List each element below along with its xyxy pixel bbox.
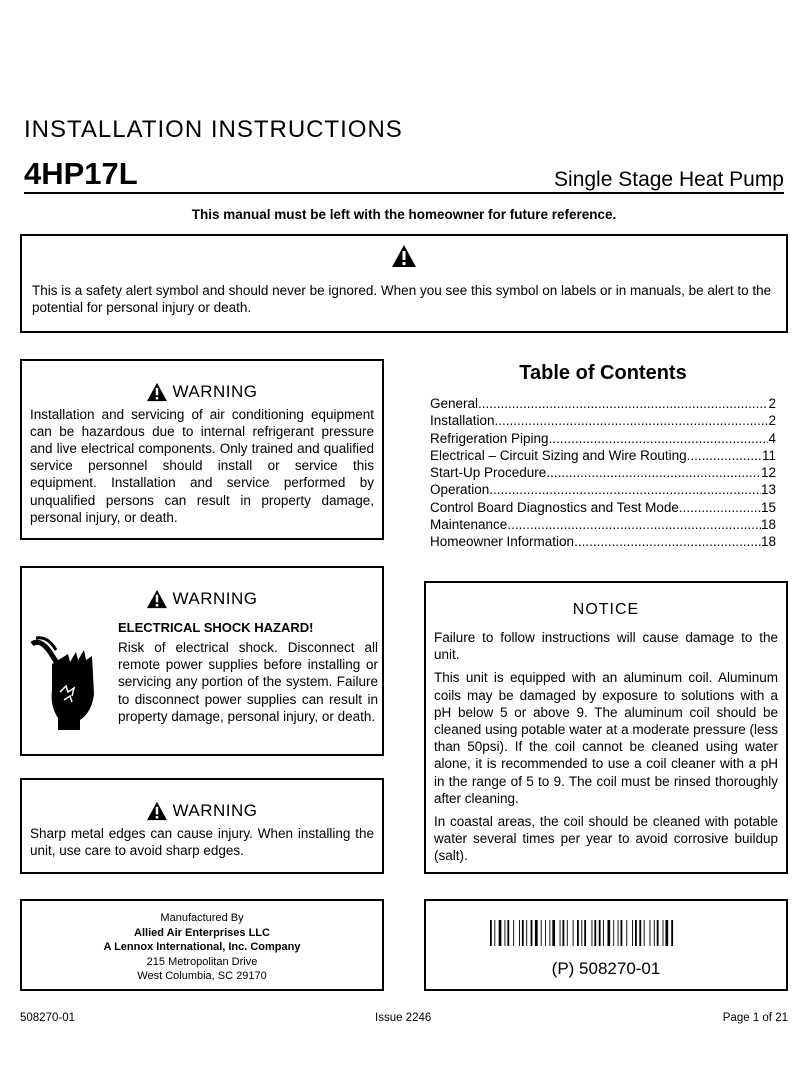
toc-item[interactable] <box>430 430 776 447</box>
footer-page: Page 1 of 21 <box>722 1012 788 1024</box>
title-divider <box>24 192 784 194</box>
toc-item-title: Control Board Diagnostics and Test Mode <box>430 499 679 515</box>
manufacturer-box <box>20 899 384 991</box>
barcode-bar <box>635 920 637 946</box>
toc-item-page: 18 <box>760 517 776 533</box>
toc-item[interactable] <box>430 395 776 412</box>
barcode-bar <box>632 920 633 946</box>
toc-item-title: Maintenance <box>430 517 508 533</box>
barcode-bar <box>594 920 596 946</box>
toc-item[interactable] <box>430 464 776 481</box>
manufacturer-name: Allied Air Enterprises LLC <box>134 926 270 939</box>
part-number: (P) 508270-01 <box>551 959 661 978</box>
barcode-bar <box>621 920 623 946</box>
barcode-bar <box>626 920 627 946</box>
toc-item-page: 13 <box>760 482 776 498</box>
warning-triangle-icon <box>146 382 168 402</box>
address-street: 215 Metropolitan Drive <box>146 955 258 968</box>
toc-item-page: 11 <box>761 447 776 463</box>
barcode-bar <box>552 920 555 946</box>
toc-item[interactable] <box>430 533 776 550</box>
barcode-bar <box>545 920 546 946</box>
barcode-bar <box>567 920 568 946</box>
safety-alert-text: This is a safety alert symbol and should never be ignored. When you see this symbol on labels or in manuals, be alert to the potential for personal injury or death. <box>32 283 772 315</box>
toc-item-page: 2 <box>768 413 776 429</box>
parent-company: A Lennox International, Inc. Company <box>103 941 301 953</box>
toc-item[interactable] <box>430 516 776 533</box>
barcode-bar <box>573 920 574 946</box>
footer-issue: Issue 2246 <box>375 1012 432 1024</box>
notice-paragraph: Failure to follow instructions will cause damage to the unit. <box>434 630 778 663</box>
barcode-bar <box>563 920 565 946</box>
toc-item[interactable] <box>430 499 776 516</box>
barcode-bar <box>654 920 655 946</box>
barcode-bar <box>671 920 673 946</box>
barcode-bar <box>618 920 619 946</box>
warning-label: WARNING <box>172 381 258 401</box>
toc-item[interactable] <box>430 447 776 464</box>
barcode-bar <box>577 920 579 946</box>
footer-doc-number: 508270-01 <box>20 1012 75 1024</box>
notice-label: NOTICE <box>572 601 640 618</box>
barcode-bar <box>650 920 651 946</box>
warning-text: Sharp metal edges can cause injury. When installing the unit, use care to avoid sharp edges. <box>30 825 374 858</box>
barcode-bar <box>499 920 502 946</box>
warning-box-installation <box>20 359 384 540</box>
barcode-bar <box>541 920 542 946</box>
toc-item-page: 15 <box>760 499 776 515</box>
toc-item-title: Operation <box>430 482 490 498</box>
toc-item[interactable] <box>430 412 776 429</box>
homeowner-notice: This manual must be left with the homeowner for future reference. <box>191 207 617 222</box>
toc-item-title: Electrical – Circuit Sizing and Wire Routing <box>430 447 687 463</box>
barcode-bar <box>560 920 561 946</box>
barcode-bar <box>490 920 492 946</box>
electric-shock-hand-icon <box>30 634 102 732</box>
toc-item-title: Start-Up Procedure <box>430 465 547 481</box>
warning-box-sharp-edges <box>20 778 384 874</box>
toc-item-page: 12 <box>760 465 776 481</box>
barcode-bar <box>507 920 509 946</box>
toc-item-page: 2 <box>768 396 776 411</box>
toc-item-title: General <box>430 396 479 411</box>
address-city: West Columbia, SC 29170 <box>137 970 267 982</box>
barcode-image <box>490 920 726 946</box>
product-subtitle: Single Stage Heat Pump <box>554 168 784 191</box>
table-of-contents <box>430 362 776 551</box>
barcode-bar <box>603 920 604 946</box>
barcode-bar <box>505 920 506 946</box>
barcode-bar <box>519 920 520 946</box>
barcode-bar <box>592 920 593 946</box>
barcode-bar <box>526 920 527 946</box>
warning-label: WARNING <box>172 588 258 608</box>
notice-paragraph: In coastal areas, the coil should be cleaned with potable water several times per year to avoid corrosive buildup (salt). <box>434 814 778 864</box>
warning-label: WARNING <box>172 800 258 820</box>
toc-item-page: 4 <box>768 430 776 446</box>
safety-alert-box <box>20 234 788 333</box>
document-type: INSTALLATION INSTRUCTIONS <box>24 116 403 143</box>
barcode-box <box>424 899 788 991</box>
barcode-bar <box>644 920 645 946</box>
notice-paragraph: This unit is equipped with an aluminum coil. Aluminum coils may be damaged by exposure to solutions with a pH below 5 or above 9. The aluminum coil should be cleaned using potable water at a moderate pressure (less than 50psi). If the coil cannot be cleaned using water alone, it is recommended to use a coil cleaner with a pH in the range of 5 to 9. The coil must be rinsed thoroughly after cleaning. <box>434 670 778 806</box>
barcode-bar <box>531 920 533 946</box>
barcode-bar <box>522 920 524 946</box>
toc-title: Table of Contents <box>519 362 687 384</box>
barcode-bar <box>584 920 586 946</box>
barcode-bar <box>549 920 550 946</box>
warning-text: Risk of electrical shock. Disconnect all remote power supplies before installing or servicing any portion of the system. Failure to disconnect power supplies can result in property damage, personal injury, or death. <box>118 640 378 724</box>
barcode-bar <box>665 920 668 946</box>
toc-item-title: Installation <box>430 413 495 429</box>
barcode-bar <box>535 920 538 946</box>
toc-item-title: Refrigeration Piping <box>430 430 549 446</box>
warning-text: Installation and servicing of air conditioning equipment can be hazardous due to internal refrigerant pressure and live electrical components. Only trained and qualified service personnel should install or service this equipment. Installation and service performed by unqualified persons can result in property damage, personal injury, or death. <box>30 406 374 525</box>
toc-item-title: Homeowner Information <box>430 534 575 550</box>
warning-triangle-icon <box>146 801 168 821</box>
barcode-bar <box>613 920 614 946</box>
toc-item[interactable] <box>430 481 776 498</box>
warning-triangle-icon <box>391 244 417 268</box>
manufacturer-line: Manufactured By <box>160 912 244 924</box>
hazard-title: ELECTRICAL SHOCK HAZARD! <box>118 620 314 635</box>
notice-box <box>424 581 788 874</box>
barcode-bar <box>494 920 495 946</box>
warning-triangle-icon <box>146 589 168 609</box>
barcode-bar <box>657 920 659 946</box>
barcode-bar <box>639 920 641 946</box>
barcode-bar <box>581 920 582 946</box>
barcode-bar <box>513 920 514 946</box>
barcode-bar <box>663 920 664 946</box>
barcode-bar <box>599 920 601 946</box>
barcode-bar <box>607 920 610 946</box>
toc-item-page: 18 <box>760 534 776 550</box>
warning-box-electrical <box>20 566 384 756</box>
model-number: 4HP17L <box>24 156 138 191</box>
